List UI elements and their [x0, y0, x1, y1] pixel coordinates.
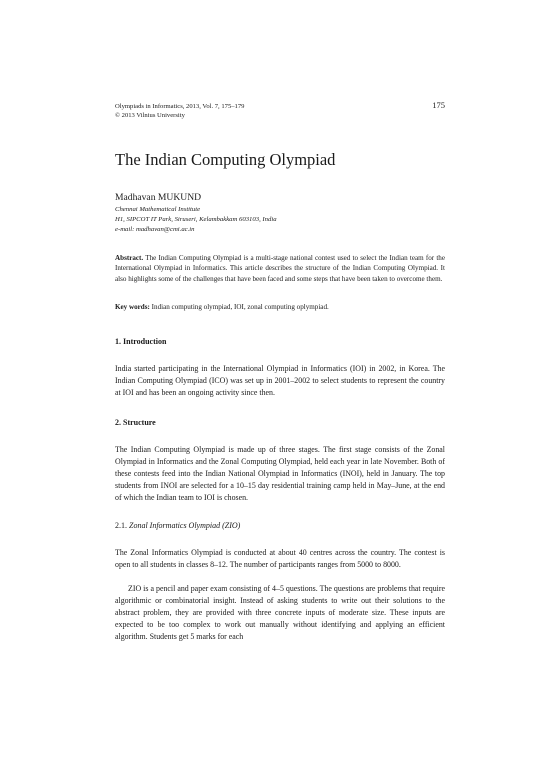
author-affiliation — [115, 205, 277, 236]
abstract-text: The Indian Computing Olympiad is a multi-stage national contest used to select the Indian team for the International Olympiad in Informatics. This article describes the structure of the Indian Computing Olympiad. It also highlights some of the challenges that have been faced and some steps that have been taken to overcome them. — [115, 254, 445, 283]
author-name: Madhavan MUKUND — [115, 192, 202, 203]
subsection-heading-zio — [115, 521, 240, 531]
page-number: 175 — [432, 100, 445, 110]
running-head — [115, 102, 445, 120]
affiliation-email: e-mail: madhavan@cmi.ac.in — [115, 226, 195, 234]
abstract — [115, 253, 445, 284]
introduction-paragraph: India started participating in the International Olympiad in Informatics (IOI) in 2002, in Korea. The Indian Computing Olympiad (ICO) was set up in 2001–2002 to select students to represent the country at IOI and has been an ongoing activity since then. — [115, 364, 445, 397]
keywords-label: Key words: — [115, 303, 150, 311]
subsection-number: 2.1. — [115, 521, 127, 530]
structure-paragraph: The Indian Computing Olympiad is made up of three stages. The first stage consists of the Zonal Olympiad in Informatics and the Zonal Computing Olympiad, held each year in late November. Both of these contests feed into the Indian National Olympiad in Informatics (INOI), held in January. The top students from INOI are selected for a 10–15 day residential training camp held in May–June, at the end of which the Indian team to IOI is chosen. — [115, 445, 445, 502]
affiliation-address: H1, SIPCOT IT Park, Siruseri, Kelambakkam 603103, India — [115, 216, 277, 224]
copyright-line: © 2013 Vilnius University — [115, 112, 185, 119]
zio-paragraph-1: The Zonal Informatics Olympiad is conducted at about 40 centres across the country. The contest is open to all students in classes 8–12. The number of participants ranges from 5000 to 8000. — [115, 548, 445, 569]
affiliation-institute: Chennai Mathematical Institute — [115, 206, 201, 213]
subsection-title: Zonal Informatics Olympiad (ZIO) — [129, 521, 241, 530]
keywords-text: Indian computing olympiad, IOI, zonal computing oplympiad. — [151, 303, 329, 311]
keywords — [115, 302, 445, 312]
paper-title: The Indian Computing Olympiad — [115, 150, 336, 169]
zio-paragraph-2: ZIO is a pencil and paper exam consisting of 4–5 questions. The questions are problems that require algorithmic or combinatorial insight. Instead of asking students to write out their solutions to the abstract problem, they are provided with three concrete inputs of moderate size. These inputs are expected to be too complex to work out manually without identifying and applying an efficient algorithm. Students get 5 marks for each — [115, 584, 445, 641]
abstract-label: Abstract. — [115, 254, 144, 262]
section-heading-structure: 2. Structure — [115, 418, 156, 427]
journal-citation: Olympiads in Informatics, 2013, Vol. 7, 175–179 — [115, 103, 245, 110]
section-heading-introduction: 1. Introduction — [115, 337, 167, 346]
